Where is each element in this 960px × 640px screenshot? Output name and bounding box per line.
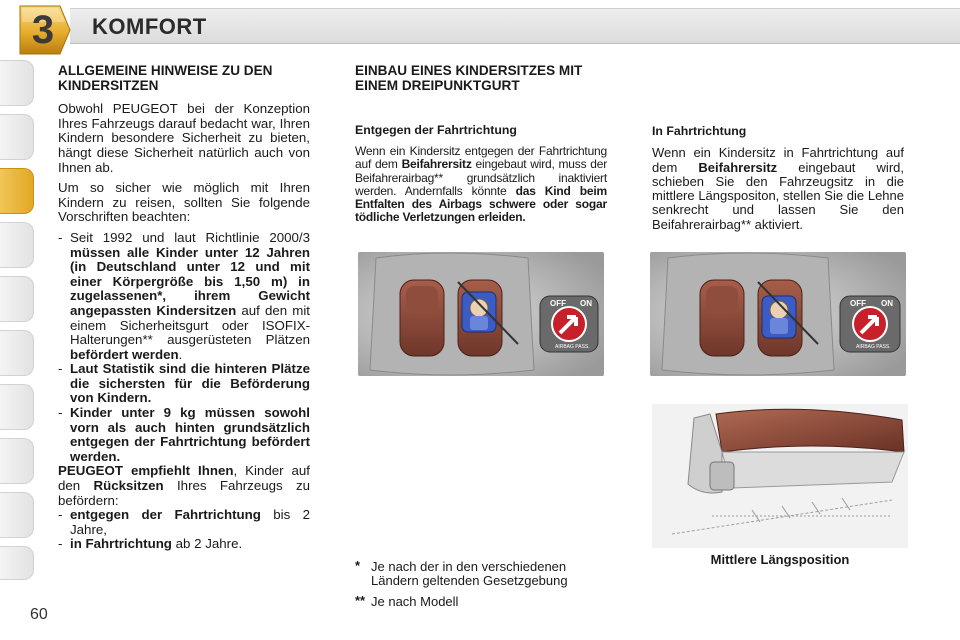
car-interior-rear-facing-icon bbox=[358, 252, 604, 376]
rear-facing-column bbox=[355, 124, 607, 224]
forward-facing-bold: Beifahrersitz bbox=[698, 159, 778, 175]
recommendation-bold-2: Rücksitzen bbox=[93, 478, 164, 494]
rule-item-law bbox=[58, 231, 310, 362]
rec-forward-facing-text: ab 2 Jahre. bbox=[171, 536, 243, 552]
airbag-off-label: OFF bbox=[850, 299, 866, 308]
general-notes-column bbox=[58, 64, 310, 552]
car-interior-forward-facing-icon bbox=[650, 252, 906, 376]
side-tab-index bbox=[0, 60, 40, 580]
rule-rear-seats-text: Laut Statistik sind die hinteren Plätze die sichersten für die Beförderung von Kindern. bbox=[70, 361, 310, 406]
rear-facing-heading: Entgegen der Fahrtrichtung bbox=[355, 123, 517, 137]
install-section-title: EINBAU EINES KINDERSITZES MIT EINEM DREIPUNKTGURT bbox=[355, 63, 583, 93]
recommendation-list bbox=[58, 508, 310, 552]
side-tab-2[interactable] bbox=[0, 114, 34, 160]
rear-facing-text bbox=[355, 145, 607, 224]
rec-rear-facing-bold: entgegen der Fahrtrichtung bbox=[70, 507, 261, 523]
rule-under-9kg-text: Kinder unter 9 kg müssen sowohl vorn als auch hinten grundsätzlich entgegen der Fahrtrichtung befördert werden. bbox=[70, 405, 310, 464]
footnote-2-mark: ** bbox=[355, 592, 366, 608]
forward-facing-text-1: Wenn ein Kindersitz in Fahrtrichtung auf dem bbox=[652, 145, 904, 175]
rule-item-rear-seats bbox=[58, 362, 310, 406]
rule-law-bold-2: befördert werden bbox=[70, 346, 179, 362]
recommendation-end: Ihres Fahrzeugs zu befördern: bbox=[58, 478, 310, 508]
side-tab-4[interactable] bbox=[0, 222, 34, 268]
recommendation-paragraph bbox=[58, 464, 310, 508]
recommendation-text: , Kinder auf den bbox=[58, 463, 310, 494]
rule-law-text-2: auf den mit einem Sicherheitsgurt oder ISOFIX-Halterungen** ausgerüsteten Plätzen bbox=[70, 302, 310, 348]
side-tab-3-active[interactable] bbox=[0, 168, 34, 214]
rule-law-bold: müssen alle Kinder unter 12 Jahren (in Deutschland unter 12 und mit einer Körpergröße bis 1,50 m) in zugelassenen*, ihrem Gewicht angepassten Kindersitzen bbox=[70, 244, 310, 318]
intro-paragraph: Obwohl PEUGEOT bei der Konzeption Ihres Fahrzeugs darauf bedacht war, Ihren Kindern besondere Sicherheit zu bieten, hängt diese Sicherheit natürlich auch von Ihnen ab. bbox=[58, 101, 310, 175]
footnote-1-mark: * bbox=[355, 558, 361, 573]
rear-facing-bold-2: das Kind beim Entfalten des Airbags schwere oder sogar tödliche Verletzungen erleiden. bbox=[355, 183, 607, 225]
recommendation-bold: PEUGEOT empfiehlt Ihnen bbox=[58, 463, 234, 479]
page-number: 60 bbox=[30, 606, 48, 623]
chapter-tab bbox=[14, 2, 72, 58]
footnote-2-text: Je nach Modell bbox=[371, 593, 459, 609]
install-section-header bbox=[355, 64, 615, 102]
forward-facing-text-2: eingebaut wird, schieben Sie den Fahrzeugsitz in die mittlere Längspositon, stellen Sie die Lehne senkrecht und lassen Sie den Beifahrerairbag** aktiviert. bbox=[652, 159, 904, 232]
rule-law-text: Seit 1992 und laut Richtlinie 2000/3 bbox=[70, 229, 310, 245]
seat-position-caption: Mittlere Längsposition bbox=[710, 552, 850, 567]
airbag-caption: AIRBAG PASS. bbox=[555, 344, 590, 350]
chapter-title: KOMFORT bbox=[92, 14, 207, 39]
footnote-1-text: Je nach der in den verschiedenen Ländern geltenden Gesetzgebung bbox=[371, 559, 568, 589]
footnotes bbox=[355, 560, 617, 615]
side-tab-6[interactable] bbox=[0, 330, 34, 376]
rear-facing-bold-1: Beifahrersitz bbox=[401, 157, 472, 172]
seat-side-view-icon bbox=[652, 404, 908, 548]
rule-law-end: . bbox=[178, 346, 183, 362]
side-tab-10[interactable] bbox=[0, 546, 34, 580]
side-tab-8[interactable] bbox=[0, 438, 34, 484]
forward-facing-text bbox=[652, 146, 904, 232]
chapter-header bbox=[0, 0, 960, 52]
airbag-on-label: ON bbox=[881, 299, 893, 308]
footnote-1 bbox=[355, 560, 617, 589]
rear-facing-illustration bbox=[358, 252, 604, 376]
rec-item-forward-facing bbox=[58, 537, 310, 552]
rear-facing-text-1: Wenn ein Kindersitz entgegen der Fahrtrichtung auf dem bbox=[355, 144, 607, 172]
chapter-number: 3 bbox=[31, 8, 55, 52]
side-tab-5[interactable] bbox=[0, 276, 34, 322]
rules-intro-paragraph: Um so sicher wie möglich mit Ihren Kindern zu reisen, sollten Sie folgende Vorschriften beachten: bbox=[58, 180, 310, 225]
general-notes-title: ALLGEMEINE HINWEISE ZU DEN KINDERSITZEN bbox=[58, 63, 273, 93]
rec-forward-facing-bold: in Fahrtrichtung bbox=[70, 536, 172, 552]
rules-list bbox=[58, 231, 310, 465]
airbag-caption: AIRBAG PASS. bbox=[856, 344, 891, 350]
side-tab-7[interactable] bbox=[0, 384, 34, 430]
footnote-2 bbox=[355, 592, 617, 609]
side-tab-1[interactable] bbox=[0, 60, 34, 106]
rec-item-rear-facing bbox=[58, 508, 310, 537]
seat-position-illustration bbox=[652, 404, 908, 548]
forward-facing-column bbox=[652, 124, 904, 232]
forward-facing-illustration bbox=[650, 252, 906, 376]
side-tab-9[interactable] bbox=[0, 492, 34, 538]
airbag-on-label: ON bbox=[580, 299, 592, 308]
rear-facing-text-2: eingebaut wird, muss der Beifahrerairbag** grundsätzlich inaktiviert werden. Andernfalls könnte bbox=[355, 157, 607, 198]
rec-rear-facing-text: bis 2 Jahre, bbox=[70, 507, 310, 537]
airbag-off-label: OFF bbox=[550, 299, 566, 308]
rule-item-under-9kg bbox=[58, 406, 310, 464]
forward-facing-heading: In Fahrtrichtung bbox=[652, 124, 747, 138]
